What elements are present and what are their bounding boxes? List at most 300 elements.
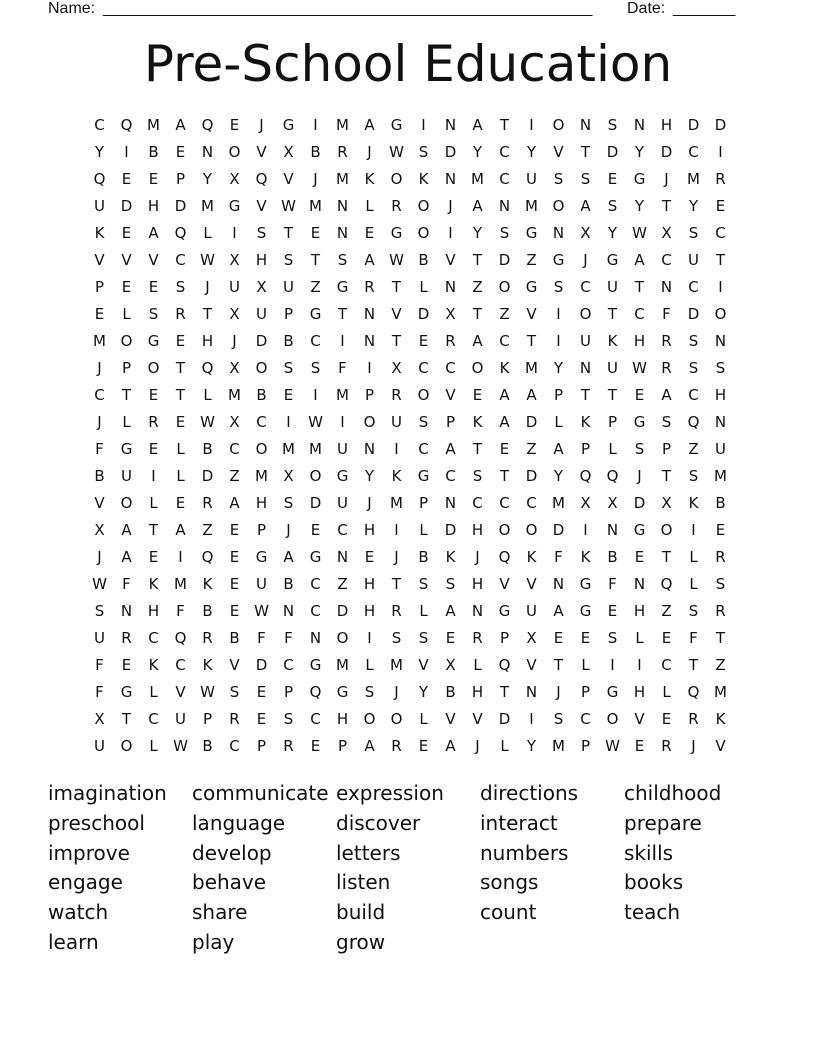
grid-letter[interactable]: O — [120, 737, 133, 755]
grid-letter[interactable]: S — [607, 197, 618, 215]
grid-letter[interactable]: E — [310, 224, 321, 242]
grid-letter[interactable]: R — [337, 143, 348, 161]
grid-letter[interactable]: B — [310, 143, 321, 161]
grid-letter[interactable]: H — [363, 521, 376, 539]
grid-letter[interactable]: C — [148, 710, 159, 728]
grid-letter[interactable]: B — [445, 683, 456, 701]
grid-letter[interactable]: T — [634, 278, 645, 296]
grid-letter[interactable]: V — [283, 170, 294, 188]
grid-letter[interactable]: D — [687, 116, 700, 134]
grid-letter[interactable]: X — [580, 494, 591, 512]
grid-letter[interactable]: G — [336, 278, 349, 296]
grid-letter[interactable]: S — [715, 575, 726, 593]
grid-letter[interactable]: Q — [687, 413, 700, 431]
grid-letter[interactable]: V — [526, 575, 537, 593]
grid-letter[interactable]: A — [445, 440, 456, 458]
grid-letter[interactable]: C — [499, 170, 510, 188]
grid-letter[interactable]: D — [174, 197, 187, 215]
grid-letter[interactable]: Q — [201, 116, 214, 134]
grid-letter[interactable]: B — [94, 467, 105, 485]
grid-letter[interactable]: U — [337, 440, 348, 458]
grid-letter[interactable]: F — [176, 602, 185, 620]
grid-letter[interactable]: A — [499, 413, 510, 431]
grid-letter[interactable]: L — [689, 575, 698, 593]
grid-letter[interactable]: Y — [472, 224, 483, 242]
grid-letter[interactable]: T — [580, 143, 591, 161]
grid-letter[interactable]: N — [309, 629, 322, 647]
grid-letter[interactable]: Y — [526, 737, 537, 755]
grid-letter[interactable]: D — [255, 332, 268, 350]
grid-letter[interactable]: Y — [607, 224, 618, 242]
grid-letter[interactable]: P — [445, 413, 456, 431]
grid-letter[interactable]: N — [714, 413, 727, 431]
grid-letter[interactable]: A — [472, 197, 483, 215]
grid-letter[interactable]: F — [95, 683, 104, 701]
grid-letter[interactable]: N — [471, 602, 484, 620]
grid-letter[interactable]: K — [580, 413, 591, 431]
grid-letter[interactable]: R — [202, 629, 213, 647]
grid-letter[interactable]: R — [661, 359, 672, 377]
grid-letter[interactable]: M — [174, 575, 187, 593]
grid-letter[interactable]: V — [445, 251, 456, 269]
grid-letter[interactable]: J — [286, 521, 291, 539]
grid-letter[interactable]: Z — [526, 251, 537, 269]
grid-letter[interactable]: O — [390, 170, 403, 188]
grid-letter[interactable]: U — [607, 359, 618, 377]
grid-letter[interactable]: K — [580, 548, 591, 566]
grid-letter[interactable]: P — [121, 359, 132, 377]
grid-letter[interactable]: B — [418, 548, 429, 566]
grid-letter[interactable]: S — [634, 440, 645, 458]
grid-letter[interactable]: O — [498, 521, 511, 539]
grid-letter[interactable]: S — [553, 710, 564, 728]
grid-letter[interactable]: O — [714, 305, 727, 323]
grid-letter[interactable]: T — [391, 575, 402, 593]
grid-letter[interactable]: I — [718, 143, 723, 161]
grid-letter[interactable]: W — [281, 197, 296, 215]
grid-letter[interactable]: X — [661, 494, 672, 512]
grid-letter[interactable]: L — [635, 629, 644, 647]
grid-letter[interactable]: C — [499, 143, 510, 161]
grid-letter[interactable]: S — [94, 602, 105, 620]
grid-letter[interactable]: E — [661, 710, 672, 728]
grid-letter[interactable]: J — [556, 683, 561, 701]
grid-letter[interactable]: G — [390, 224, 403, 242]
grid-letter[interactable]: C — [688, 143, 699, 161]
grid-letter[interactable]: E — [715, 197, 726, 215]
grid-letter[interactable]: D — [120, 197, 133, 215]
grid-letter[interactable]: O — [363, 413, 376, 431]
grid-letter[interactable]: A — [364, 116, 375, 134]
grid-letter[interactable]: K — [472, 413, 483, 431]
grid-letter[interactable]: R — [364, 278, 375, 296]
grid-letter[interactable]: E — [364, 548, 375, 566]
grid-letter[interactable]: C — [418, 359, 429, 377]
grid-letter[interactable]: D — [255, 656, 268, 674]
grid-letter[interactable]: C — [229, 737, 240, 755]
grid-letter[interactable]: G — [633, 413, 646, 431]
grid-letter[interactable]: I — [691, 521, 696, 539]
grid-letter[interactable]: N — [498, 197, 511, 215]
grid-letter[interactable]: Y — [364, 467, 375, 485]
grid-letter[interactable]: J — [367, 494, 372, 512]
grid-letter[interactable]: P — [94, 278, 105, 296]
grid-letter[interactable]: G — [417, 467, 430, 485]
grid-letter[interactable]: E — [715, 521, 726, 539]
grid-letter[interactable]: R — [661, 332, 672, 350]
grid-letter[interactable]: N — [363, 440, 376, 458]
grid-letter[interactable]: M — [309, 440, 322, 458]
grid-letter[interactable]: K — [364, 170, 375, 188]
grid-letter[interactable]: O — [417, 224, 430, 242]
grid-letter[interactable]: X — [526, 629, 537, 647]
grid-letter[interactable]: E — [121, 656, 132, 674]
grid-letter[interactable]: W — [173, 737, 188, 755]
grid-letter[interactable]: W — [389, 251, 404, 269]
grid-letter[interactable]: C — [580, 278, 591, 296]
grid-letter[interactable]: C — [175, 251, 186, 269]
grid-letter[interactable]: O — [498, 278, 511, 296]
grid-letter[interactable]: F — [257, 629, 266, 647]
grid-letter[interactable]: I — [421, 116, 426, 134]
grid-letter[interactable]: P — [283, 683, 294, 701]
grid-letter[interactable]: J — [583, 251, 588, 269]
grid-letter[interactable]: E — [256, 710, 267, 728]
grid-letter[interactable]: V — [229, 656, 240, 674]
grid-letter[interactable]: T — [391, 332, 402, 350]
grid-letter[interactable]: D — [525, 413, 538, 431]
grid-letter[interactable]: I — [367, 629, 372, 647]
grid-letter[interactable]: T — [553, 656, 564, 674]
grid-letter[interactable]: H — [714, 386, 727, 404]
grid-letter[interactable]: R — [688, 710, 699, 728]
grid-letter[interactable]: Y — [553, 359, 564, 377]
grid-letter[interactable]: F — [338, 359, 347, 377]
grid-letter[interactable]: R — [715, 170, 726, 188]
grid-letter[interactable]: G — [579, 575, 592, 593]
grid-letter[interactable]: N — [282, 602, 295, 620]
grid-letter[interactable]: V — [256, 197, 267, 215]
grid-letter[interactable]: J — [232, 332, 237, 350]
grid-letter[interactable]: F — [284, 629, 293, 647]
grid-letter[interactable]: T — [472, 305, 483, 323]
grid-letter[interactable]: S — [175, 278, 186, 296]
grid-letter[interactable]: H — [255, 494, 268, 512]
grid-letter[interactable]: H — [471, 683, 484, 701]
grid-letter[interactable]: X — [229, 170, 240, 188]
grid-letter[interactable]: A — [364, 737, 375, 755]
grid-letter[interactable]: H — [336, 710, 349, 728]
grid-letter[interactable]: M — [93, 332, 106, 350]
grid-letter[interactable]: F — [122, 575, 131, 593]
grid-letter[interactable]: R — [391, 386, 402, 404]
grid-letter[interactable]: I — [529, 710, 534, 728]
grid-letter[interactable]: A — [499, 386, 510, 404]
grid-letter[interactable]: F — [608, 575, 617, 593]
grid-letter[interactable]: S — [283, 710, 294, 728]
grid-letter[interactable]: S — [688, 332, 699, 350]
grid-letter[interactable]: U — [526, 170, 537, 188]
grid-letter[interactable]: J — [97, 548, 102, 566]
grid-letter[interactable]: Q — [201, 548, 214, 566]
grid-letter[interactable]: F — [689, 629, 698, 647]
grid-letter[interactable]: D — [444, 521, 457, 539]
grid-letter[interactable]: Q — [498, 548, 511, 566]
grid-letter[interactable]: G — [633, 170, 646, 188]
grid-letter[interactable]: M — [525, 359, 538, 377]
grid-letter[interactable]: G — [336, 467, 349, 485]
grid-letter[interactable]: T — [310, 251, 321, 269]
grid-letter[interactable]: D — [660, 143, 673, 161]
grid-letter[interactable]: V — [94, 494, 105, 512]
grid-letter[interactable]: D — [498, 710, 511, 728]
grid-letter[interactable]: S — [283, 359, 294, 377]
grid-letter[interactable]: I — [151, 467, 156, 485]
grid-letter[interactable]: O — [147, 359, 160, 377]
grid-letter[interactable]: G — [606, 683, 619, 701]
grid-letter[interactable]: B — [202, 737, 213, 755]
grid-letter[interactable]: F — [95, 656, 104, 674]
grid-letter[interactable]: E — [553, 629, 564, 647]
grid-letter[interactable]: E — [364, 224, 375, 242]
grid-letter[interactable]: V — [499, 575, 510, 593]
grid-letter[interactable]: M — [309, 197, 322, 215]
grid-letter[interactable]: S — [418, 629, 429, 647]
grid-letter[interactable]: E — [175, 413, 186, 431]
grid-letter[interactable]: O — [579, 305, 592, 323]
grid-letter[interactable]: P — [283, 305, 294, 323]
grid-letter[interactable]: H — [363, 575, 376, 593]
grid-letter[interactable]: N — [336, 197, 349, 215]
grid-letter[interactable]: D — [687, 305, 700, 323]
grid-letter[interactable]: A — [283, 548, 294, 566]
grid-letter[interactable]: J — [691, 737, 696, 755]
grid-letter[interactable]: C — [499, 494, 510, 512]
grid-letter[interactable]: P — [418, 494, 429, 512]
grid-letter[interactable]: Y — [202, 170, 213, 188]
grid-letter[interactable]: R — [715, 548, 726, 566]
grid-letter[interactable]: P — [202, 710, 213, 728]
grid-letter[interactable]: Q — [174, 629, 187, 647]
grid-letter[interactable]: B — [148, 143, 159, 161]
grid-letter[interactable]: U — [256, 575, 267, 593]
grid-letter[interactable]: N — [363, 305, 376, 323]
grid-letter[interactable]: W — [605, 737, 620, 755]
grid-letter[interactable]: S — [580, 170, 591, 188]
grid-letter[interactable]: N — [714, 332, 727, 350]
grid-letter[interactable]: U — [94, 629, 105, 647]
grid-letter[interactable]: R — [661, 737, 672, 755]
grid-letter[interactable]: C — [661, 251, 672, 269]
grid-letter[interactable]: E — [229, 521, 240, 539]
grid-letter[interactable]: U — [526, 602, 537, 620]
grid-letter[interactable]: P — [175, 170, 186, 188]
grid-letter[interactable]: Z — [715, 656, 726, 674]
grid-letter[interactable]: X — [283, 467, 294, 485]
grid-letter[interactable]: R — [715, 602, 726, 620]
grid-letter[interactable]: Y — [634, 197, 645, 215]
grid-letter[interactable]: L — [365, 197, 374, 215]
grid-letter[interactable]: S — [148, 305, 159, 323]
grid-letter[interactable]: P — [499, 629, 510, 647]
grid-letter[interactable]: H — [255, 251, 268, 269]
grid-letter[interactable]: P — [553, 386, 564, 404]
grid-letter[interactable]: R — [391, 737, 402, 755]
grid-letter[interactable]: M — [552, 737, 565, 755]
grid-letter[interactable]: P — [580, 440, 591, 458]
grid-letter[interactable]: C — [472, 494, 483, 512]
grid-letter[interactable]: X — [283, 143, 294, 161]
grid-letter[interactable]: U — [121, 467, 132, 485]
grid-letter[interactable]: U — [715, 440, 726, 458]
grid-letter[interactable]: V — [418, 656, 429, 674]
grid-letter[interactable]: C — [445, 467, 456, 485]
grid-letter[interactable]: S — [553, 278, 564, 296]
grid-letter[interactable]: Q — [687, 683, 700, 701]
grid-letter[interactable]: B — [715, 494, 726, 512]
grid-letter[interactable]: G — [282, 116, 295, 134]
grid-letter[interactable]: P — [661, 440, 672, 458]
grid-letter[interactable]: L — [149, 494, 158, 512]
grid-letter[interactable]: E — [148, 548, 159, 566]
grid-letter[interactable]: I — [718, 278, 723, 296]
grid-letter[interactable]: O — [660, 521, 673, 539]
grid-letter[interactable]: T — [607, 305, 618, 323]
grid-letter[interactable]: T — [472, 440, 483, 458]
grid-letter[interactable]: L — [122, 413, 131, 431]
grid-letter[interactable]: H — [633, 683, 646, 701]
grid-letter[interactable]: T — [202, 305, 213, 323]
grid-letter[interactable]: A — [364, 251, 375, 269]
grid-letter[interactable]: T — [661, 467, 672, 485]
grid-letter[interactable]: E — [121, 224, 132, 242]
grid-letter[interactable]: T — [148, 521, 159, 539]
grid-letter[interactable]: K — [148, 575, 159, 593]
grid-letter[interactable]: C — [526, 494, 537, 512]
grid-letter[interactable]: T — [526, 332, 537, 350]
grid-letter[interactable]: P — [364, 386, 375, 404]
grid-letter[interactable]: S — [688, 467, 699, 485]
grid-letter[interactable]: H — [633, 602, 646, 620]
grid-letter[interactable]: Z — [499, 305, 510, 323]
grid-letter[interactable]: S — [688, 359, 699, 377]
grid-letter[interactable]: E — [121, 278, 132, 296]
grid-letter[interactable]: I — [556, 305, 561, 323]
grid-letter[interactable]: Z — [688, 440, 699, 458]
grid-letter[interactable]: T — [283, 224, 294, 242]
grid-letter[interactable]: K — [499, 359, 510, 377]
grid-letter[interactable]: V — [148, 251, 159, 269]
grid-letter[interactable]: G — [120, 440, 133, 458]
grid-letter[interactable]: P — [256, 521, 267, 539]
grid-letter[interactable]: X — [229, 413, 240, 431]
grid-letter[interactable]: E — [418, 332, 429, 350]
grid-letter[interactable]: U — [337, 494, 348, 512]
grid-letter[interactable]: V — [526, 656, 537, 674]
grid-letter[interactable]: W — [200, 413, 215, 431]
grid-letter[interactable]: R — [445, 332, 456, 350]
grid-letter[interactable]: L — [581, 656, 590, 674]
grid-letter[interactable]: N — [606, 521, 619, 539]
grid-letter[interactable]: H — [660, 116, 673, 134]
grid-letter[interactable]: V — [715, 737, 726, 755]
grid-letter[interactable]: X — [229, 359, 240, 377]
grid-letter[interactable]: G — [606, 251, 619, 269]
grid-letter[interactable]: O — [417, 386, 430, 404]
grid-letter[interactable]: O — [417, 197, 430, 215]
grid-letter[interactable]: V — [445, 710, 456, 728]
grid-letter[interactable]: F — [95, 440, 104, 458]
grid-letter[interactable]: M — [714, 683, 727, 701]
grid-letter[interactable]: B — [418, 251, 429, 269]
grid-letter[interactable]: S — [661, 413, 672, 431]
grid-letter[interactable]: T — [175, 359, 186, 377]
grid-letter[interactable]: H — [201, 332, 214, 350]
grid-letter[interactable]: Z — [229, 467, 240, 485]
grid-letter[interactable]: G — [309, 548, 322, 566]
grid-letter[interactable]: E — [310, 521, 321, 539]
grid-letter[interactable]: M — [336, 656, 349, 674]
grid-letter[interactable]: H — [471, 575, 484, 593]
grid-letter[interactable]: L — [689, 548, 698, 566]
grid-letter[interactable]: R — [472, 629, 483, 647]
grid-letter[interactable]: O — [525, 521, 538, 539]
grid-letter[interactable]: J — [475, 548, 480, 566]
grid-letter[interactable]: E — [94, 305, 105, 323]
grid-letter[interactable]: E — [499, 440, 510, 458]
grid-letter[interactable]: F — [662, 305, 671, 323]
grid-letter[interactable]: B — [229, 629, 240, 647]
grid-letter[interactable]: X — [445, 656, 456, 674]
grid-letter[interactable]: S — [607, 116, 618, 134]
grid-letter[interactable]: Y — [688, 197, 699, 215]
grid-letter[interactable]: N — [552, 575, 565, 593]
grid-letter[interactable]: M — [255, 467, 268, 485]
grid-letter[interactable]: C — [229, 440, 240, 458]
grid-letter[interactable]: S — [337, 251, 348, 269]
grid-letter[interactable]: I — [340, 332, 345, 350]
grid-letter[interactable]: E — [121, 170, 132, 188]
grid-letter[interactable]: Z — [526, 440, 537, 458]
grid-letter[interactable]: U — [175, 710, 186, 728]
grid-letter[interactable]: K — [94, 224, 105, 242]
grid-letter[interactable]: E — [175, 494, 186, 512]
grid-letter[interactable]: F — [554, 548, 563, 566]
grid-letter[interactable]: E — [229, 548, 240, 566]
grid-letter[interactable]: I — [394, 440, 399, 458]
grid-letter[interactable]: C — [148, 629, 159, 647]
grid-letter[interactable]: X — [661, 224, 672, 242]
grid-letter[interactable]: U — [229, 278, 240, 296]
grid-letter[interactable]: N — [579, 116, 592, 134]
grid-letter[interactable]: Y — [553, 467, 564, 485]
grid-letter[interactable]: S — [418, 575, 429, 593]
grid-letter[interactable]: K — [418, 170, 429, 188]
grid-letter[interactable]: T — [688, 656, 699, 674]
grid-letter[interactable]: N — [444, 170, 457, 188]
grid-letter[interactable]: U — [580, 332, 591, 350]
grid-letter[interactable]: C — [310, 602, 321, 620]
date-field[interactable]: _______ — [673, 0, 736, 17]
grid-letter[interactable]: S — [418, 143, 429, 161]
grid-letter[interactable]: O — [255, 440, 268, 458]
grid-letter[interactable]: G — [579, 602, 592, 620]
grid-letter[interactable]: M — [336, 116, 349, 134]
grid-letter[interactable]: K — [688, 494, 699, 512]
grid-letter[interactable]: O — [120, 332, 133, 350]
grid-letter[interactable]: C — [499, 332, 510, 350]
grid-letter[interactable]: G — [120, 683, 133, 701]
